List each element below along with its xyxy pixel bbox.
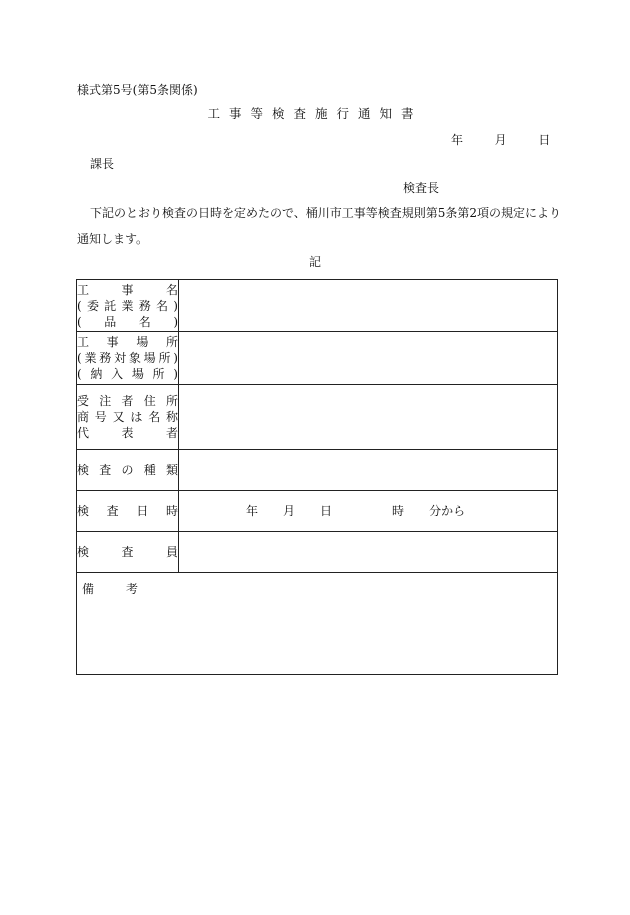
document-title: 工事等検査施行通知書	[207, 106, 423, 121]
dt-day: 日	[320, 504, 333, 518]
value-contractor[interactable]	[179, 385, 558, 450]
label-inspection-type	[77, 450, 179, 491]
value-inspection-type[interactable]	[179, 450, 558, 491]
value-construction-name[interactable]	[179, 280, 558, 332]
table-row	[77, 280, 558, 332]
spread-label: ( 納 入 場 所 )	[77, 367, 178, 381]
value-inspector[interactable]	[179, 532, 558, 573]
table-row	[77, 491, 558, 532]
date-day: 日	[538, 133, 551, 147]
label-contractor	[77, 385, 179, 450]
spread-label: ( 品 名 )	[77, 314, 178, 329]
form-number: 様式第5号(第5条関係)	[77, 83, 198, 97]
sender: 検査長	[403, 181, 440, 195]
spread-label: ( 業 務 対 象 場 所 )	[77, 351, 178, 365]
date-line	[451, 134, 550, 146]
addressee: 課長	[90, 157, 115, 171]
table-row	[77, 532, 558, 573]
value-inspection-datetime[interactable]	[179, 491, 558, 532]
spread-label: 工 事 名	[77, 282, 178, 297]
spread-label: 検 査 員	[77, 545, 178, 559]
ki-heading: 記	[308, 255, 321, 269]
label-construction-name	[77, 280, 179, 332]
datetime-line	[179, 503, 557, 519]
inspection-form-table	[76, 279, 558, 675]
dt-month: 月	[283, 504, 296, 518]
label-inspection-datetime	[77, 491, 179, 532]
label-construction-location	[77, 332, 179, 385]
dt-year: 年	[246, 504, 259, 518]
table-row	[77, 573, 558, 675]
dt-minute: 分から	[429, 504, 466, 518]
spread-label: 受 注 者 住 所	[77, 394, 178, 408]
spread-label: ( 委 託 業 務 名 )	[77, 298, 178, 313]
value-construction-location[interactable]	[179, 332, 558, 385]
date-month: 月	[494, 133, 507, 147]
spread-label: 検 査 の 種 類	[77, 463, 178, 477]
table-row	[77, 332, 558, 385]
label-inspector	[77, 532, 179, 573]
table-row	[77, 450, 558, 491]
body-text-line-1: 下記のとおり検査の日時を定めたので、桶川市工事等検査規則第5条第2項の規定により	[90, 206, 562, 220]
remarks-cell[interactable]	[77, 573, 558, 675]
spread-label: 工 事 場 所	[77, 335, 178, 349]
dt-hour: 時	[392, 504, 405, 518]
spread-label: 代 表 者	[77, 426, 178, 440]
table-row	[77, 385, 558, 450]
label-remarks: 備 考	[82, 582, 139, 596]
date-year: 年	[451, 133, 464, 147]
spread-label: 検 査 日 時	[77, 504, 178, 518]
body-text-line-2: 通知します。	[77, 232, 149, 246]
spread-label: 商 号 又 は 名 称	[77, 410, 178, 424]
